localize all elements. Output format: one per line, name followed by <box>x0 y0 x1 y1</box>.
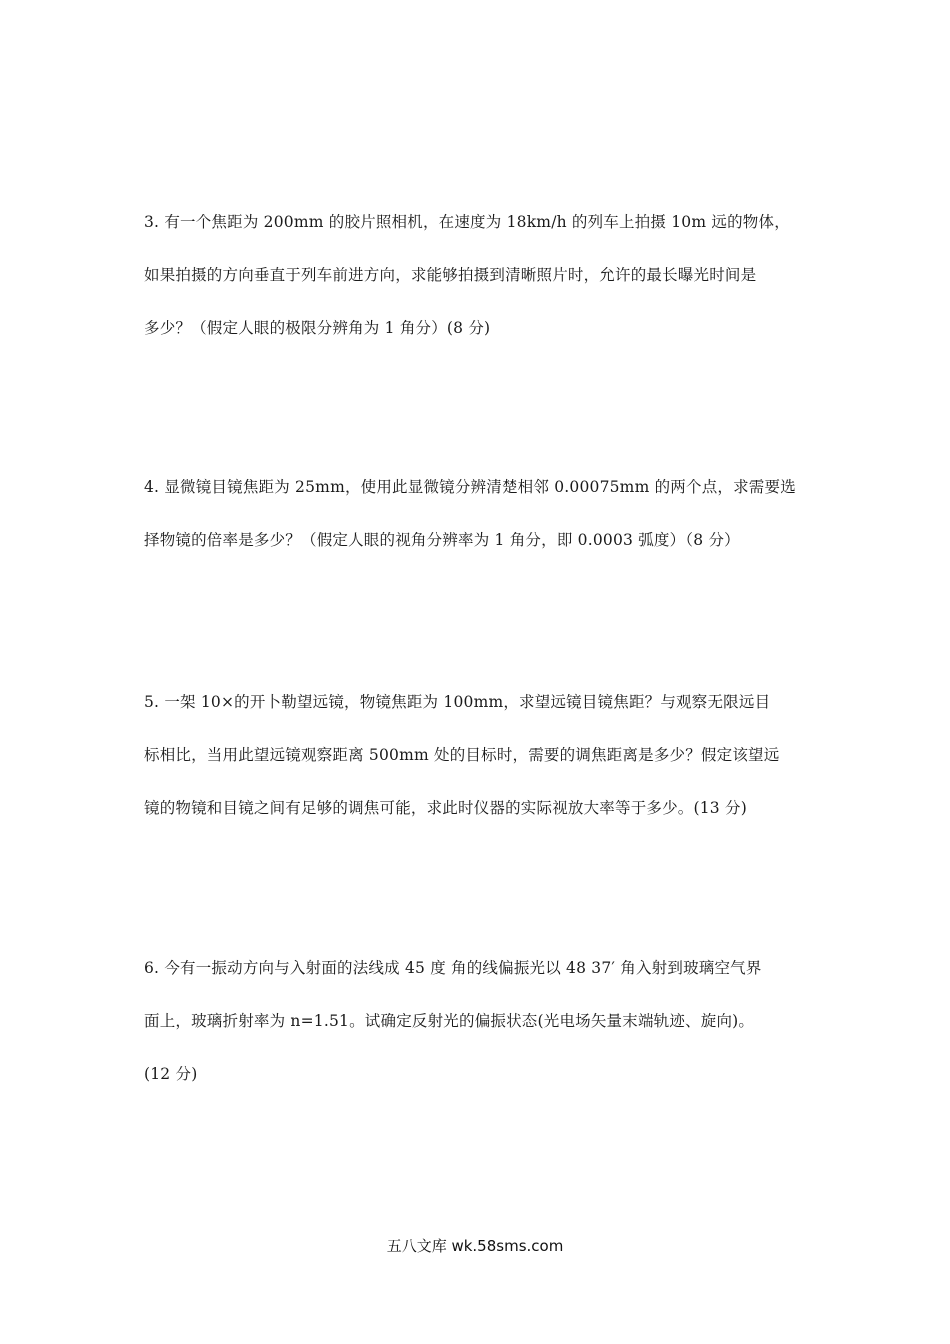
question-3-line-2: 如果拍摄的方向垂直于列车前进方向，求能够拍摄到清晰照片时，允许的最长曝光时间是 <box>144 266 757 284</box>
question-3-line-1: 3. 有一个焦距为 200mm 的胶片照相机，在速度为 18km/h 的列车上拍摄 10m 远的物体， <box>144 213 790 231</box>
question-5-line-2: 标相比，当用此望远镜观察距离 500mm 处的目标时，需要的调焦距离是多少？假定该望远 <box>144 746 780 764</box>
question-4-line-2: 择物镜的倍率是多少？（假定人眼的视角分辨率为 1 角分，即 0.0003 弧度）（8 分） <box>144 531 740 549</box>
question-3-line-3: 多少？（假定人眼的极限分辨角为 1 角分）(8 分) <box>144 319 491 337</box>
question-5-line-1: 5. 一架 10×的开卜勒望远镜，物镜焦距为 100mm，求望远镜目镜焦距？与观察无限远目 <box>144 693 771 711</box>
question-5-line-3: 镜的物镜和目镜之间有足够的调焦可能，求此时仪器的实际视放大率等于多少。(13 分) <box>144 799 747 817</box>
question-6 <box>144 956 816 1086</box>
question-6-line-2: 面上，玻璃折射率为 n=1.51。试确定反射光的偏振状态(光电场矢量末端轨迹、旋向)。 <box>144 1012 755 1030</box>
question-5 <box>144 690 816 820</box>
question-4 <box>144 475 816 552</box>
footer-watermark: 五八文库 wk.58sms.com <box>386 1237 564 1255</box>
question-6-line-3: (12 分) <box>144 1065 198 1083</box>
question-3 <box>144 210 816 340</box>
question-6-line-1: 6. 今有一振动方向与入射面的法线成 45 度 角的线偏振光以 48 37′ 角入射到玻璃空气界 <box>144 959 762 977</box>
question-4-line-1: 4. 显微镜目镜焦距为 25mm，使用此显微镜分辨清楚相邻 0.00075mm 的两个点，求需要选 <box>144 478 796 496</box>
